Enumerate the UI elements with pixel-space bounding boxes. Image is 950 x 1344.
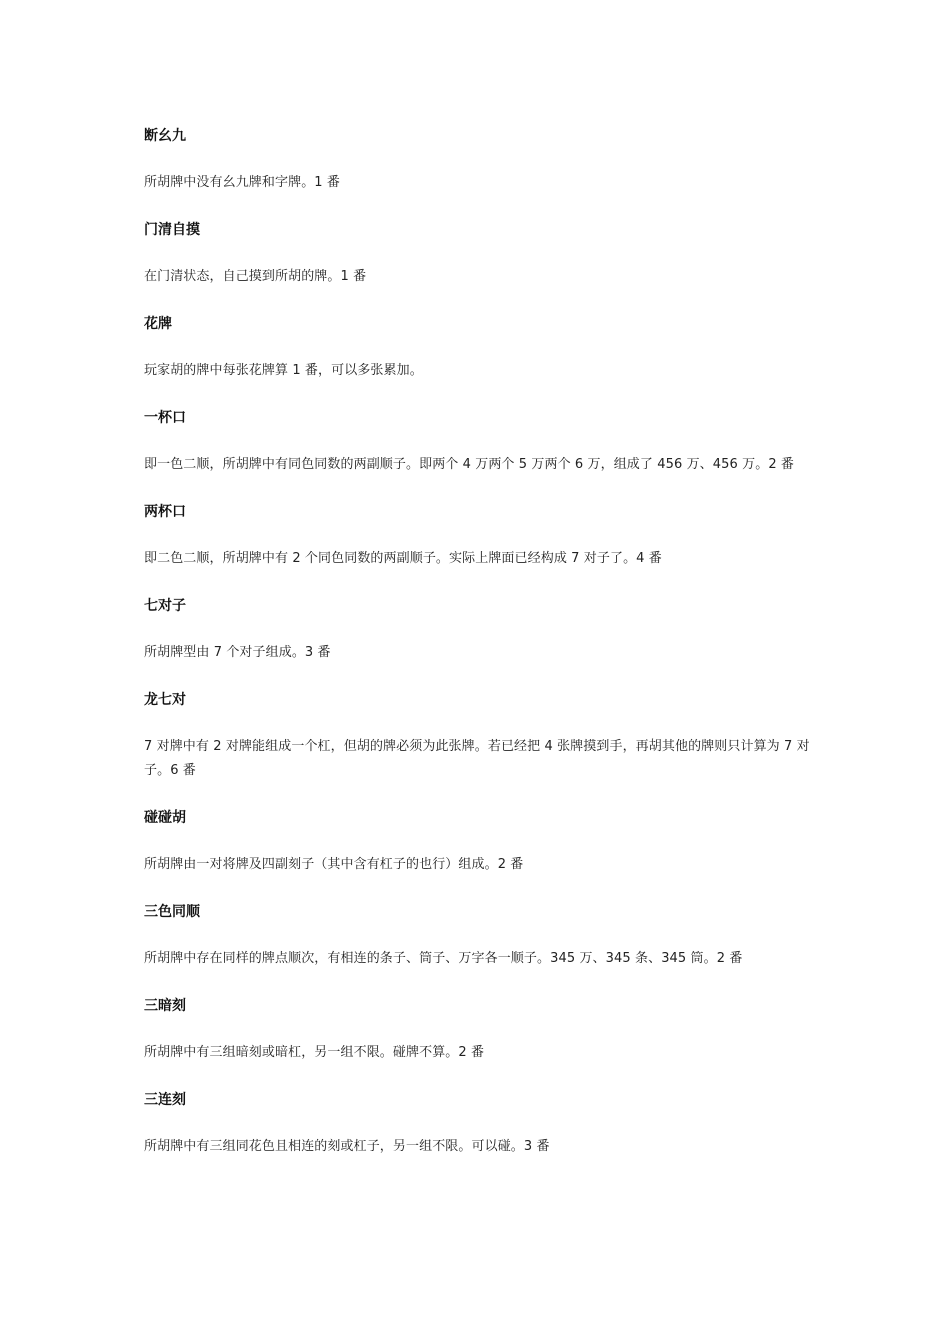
document-page	[144, 124, 814, 1182]
rule-entry	[144, 806, 814, 877]
rule-title: 三暗刻	[144, 998, 186, 1014]
rule-title: 一杯口	[144, 410, 186, 426]
rule-description: 在门清状态，自己摸到所胡的牌。1 番	[144, 269, 367, 284]
rule-description: 所胡牌型由 7 个对子组成。3 番	[144, 645, 331, 660]
rule-entry	[144, 500, 814, 571]
rule-description: 所胡牌中存在同样的牌点顺次，有相连的条子、筒子、万字各一顺子。345 万、345 条、345 筒。2 番	[144, 951, 743, 966]
rule-description: 即一色二顺，所胡牌中有同色同数的两副顺子。即两个 4 万两个 5 万两个 6 万，组成了 456 万、456 万。2 番	[144, 457, 795, 472]
rule-entry	[144, 594, 814, 665]
rule-title: 三连刻	[144, 1092, 186, 1108]
rule-entry	[144, 218, 814, 289]
rule-description: 所胡牌由一对将牌及四副刻子（其中含有杠子的也行）组成。2 番	[144, 857, 524, 872]
rule-entry	[144, 1088, 814, 1159]
rule-description: 所胡牌中有三组暗刻或暗杠，另一组不限。碰牌不算。2 番	[144, 1045, 485, 1060]
rule-entry	[144, 994, 814, 1065]
rule-title: 花牌	[144, 316, 172, 332]
rule-title: 七对子	[144, 598, 186, 614]
rule-title: 碰碰胡	[144, 810, 186, 826]
rule-title: 三色同顺	[144, 904, 200, 920]
rule-entry	[144, 124, 814, 195]
rule-entry	[144, 900, 814, 971]
rule-description: 即二色二顺，所胡牌中有 2 个同色同数的两副顺子。实际上牌面已经构成 7 对子了。4 番	[144, 551, 662, 566]
rule-description: 7 对牌中有 2 对牌能组成一个杠，但胡的牌必须为此张牌。若已经把 4 张牌摸到手，再胡其他的牌则只计算为 7 对子。6 番	[144, 739, 810, 778]
rule-description: 玩家胡的牌中每张花牌算 1 番，可以多张累加。	[144, 363, 423, 378]
rule-title: 两杯口	[144, 504, 186, 520]
rule-entry	[144, 312, 814, 383]
rule-description: 所胡牌中没有幺九牌和字牌。1 番	[144, 175, 341, 190]
rule-entry	[144, 406, 814, 477]
rule-entry	[144, 688, 814, 783]
rule-title: 断幺九	[144, 128, 186, 144]
rule-title: 门清自摸	[144, 222, 200, 238]
rule-title: 龙七对	[144, 692, 186, 708]
rule-description: 所胡牌中有三组同花色且相连的刻或杠子，另一组不限。可以碰。3 番	[144, 1139, 550, 1154]
